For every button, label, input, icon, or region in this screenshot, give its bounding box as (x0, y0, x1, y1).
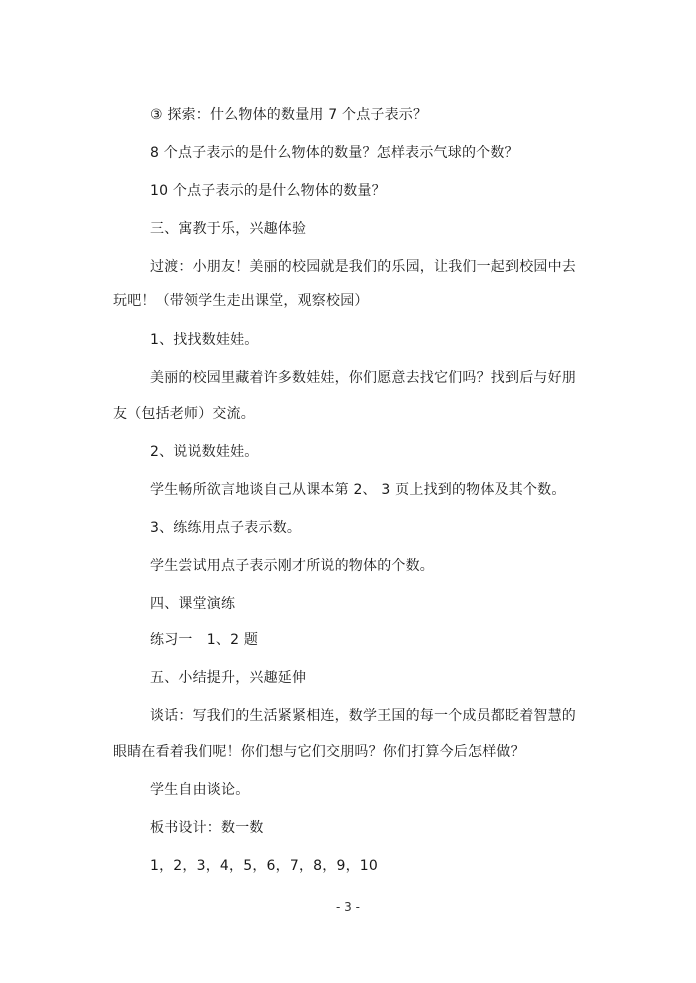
text-line: 美丽的校园里藏着许多数娃娃，你们愿意去找它们吗？找到后与好朋 (150, 370, 576, 386)
text-line: 10 个点子表示的是什么物体的数量？ (150, 183, 386, 199)
text-line: 板书设计：数一数 (150, 820, 264, 836)
text-line: 眼睛在看着我们呢！你们想与它们交朋吗？你们打算今后怎样做？ (113, 744, 525, 760)
text-line: 友（包括老师）交流。 (113, 406, 255, 422)
section-heading: 五、小结提升，兴趣延伸 (150, 670, 307, 686)
text-line: 谈话：写我们的生活紧紧相连，数学王国的每一个成员都眨着智慧的 (150, 708, 576, 724)
text-line: 3、练练用点子表示数。 (150, 520, 302, 536)
text-line: 1、找找数娃娃。 (150, 332, 259, 348)
text-line: 8 个点子表示的是什么物体的数量？怎样表示气球的个数？ (150, 145, 519, 161)
page-number: - 3 - (336, 900, 360, 914)
text-line: 1，2，3，4，5，6，7，8，9，10 (150, 858, 378, 874)
text-line: 学生自由谈论。 (150, 782, 250, 798)
text-line: ③ 探索：什么物体的数量用 7 个点子表示？ (150, 107, 428, 123)
text-line: 玩吧！（带领学生走出课堂，观察校园） (113, 293, 369, 309)
text-line: 学生畅所欲言地谈自己从课本第 2、 3 页上找到的物体及其个数。 (150, 482, 566, 498)
text-line: 练习一 1、2 题 (150, 632, 259, 648)
text-line: 2、说说数娃娃。 (150, 444, 259, 460)
section-heading: 三、寓教于乐，兴趣体验 (150, 221, 307, 237)
text-line: 过渡：小朋友！美丽的校园就是我们的乐园，让我们一起到校园中去 (150, 259, 576, 275)
section-heading: 四、课堂演练 (150, 596, 236, 612)
text-line: 学生尝试用点子表示刚才所说的物体的个数。 (150, 558, 434, 574)
